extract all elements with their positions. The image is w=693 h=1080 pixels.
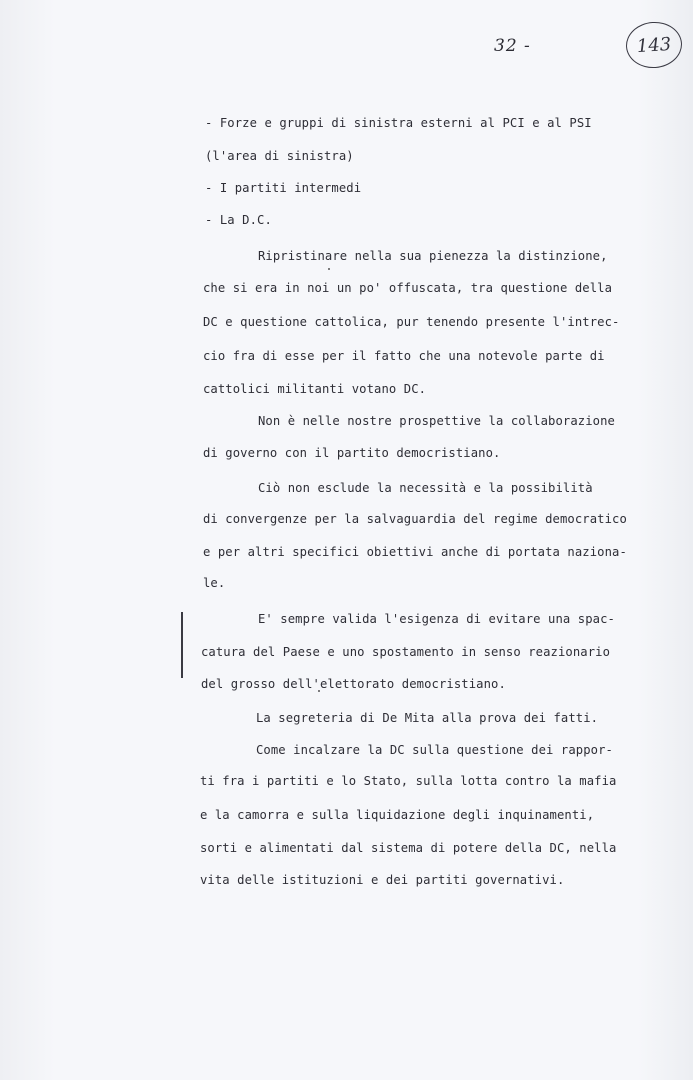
text-line: e per altri specifici obiettivi anche di portata naziona-	[203, 545, 627, 559]
text-line: e la camorra e sulla liquidazione degli inquinamenti,	[200, 808, 595, 822]
archive-number-stamp	[624, 20, 683, 70]
text-line: catura del Paese e uno spostamento in senso reazionario	[201, 645, 611, 659]
text-line: ti fra i partiti e lo Stato, sulla lotta contro la mafia	[200, 774, 617, 788]
text-line: Non è nelle nostre prospettive la collaborazione	[258, 414, 615, 428]
text-line: sorti e alimentati dal sistema di potere della DC, nella	[200, 841, 617, 855]
text-line: Ciò non esclude la necessità e la possibilità	[258, 481, 593, 495]
text-line: cattolici militanti votano DC.	[203, 382, 427, 396]
text-line: vita delle istituzioni e dei partiti governativi.	[200, 873, 565, 887]
text-line: - Forze e gruppi di sinistra esterni al PCI e al PSI	[205, 116, 592, 130]
text-line: del grosso dell'elettorato democristiano.	[201, 677, 506, 691]
text-line: cio fra di esse per il fatto che una notevole parte di	[203, 349, 605, 363]
margin-annotation-line	[181, 612, 183, 678]
text-line: (l'area di sinistra)	[205, 149, 354, 163]
page-number: 32 -	[494, 36, 531, 56]
text-line: che si era in noi un po' offuscata, tra questione della	[203, 281, 613, 295]
text-line: - La D.C.	[205, 213, 272, 227]
ink-dot	[328, 268, 330, 270]
text-line: le.	[203, 576, 226, 590]
text-line: di convergenze per la salvaguardia del regime democratico	[203, 512, 627, 526]
text-line: DC e questione cattolica, pur tenendo presente l'intrec-	[203, 315, 620, 329]
text-line: E' sempre valida l'esigenza di evitare una spac-	[258, 612, 615, 626]
text-line: Ripristinare nella sua pienezza la distinzione,	[258, 249, 608, 263]
text-line: di governo con il partito democristiano.	[203, 446, 501, 460]
archive-number: 143	[636, 33, 672, 57]
text-line: La segreteria di De Mita alla prova dei fatti.	[256, 711, 599, 725]
text-line: Come incalzare la DC sulla questione dei rappor-	[256, 743, 613, 757]
text-line: - I partiti intermedi	[205, 181, 362, 195]
